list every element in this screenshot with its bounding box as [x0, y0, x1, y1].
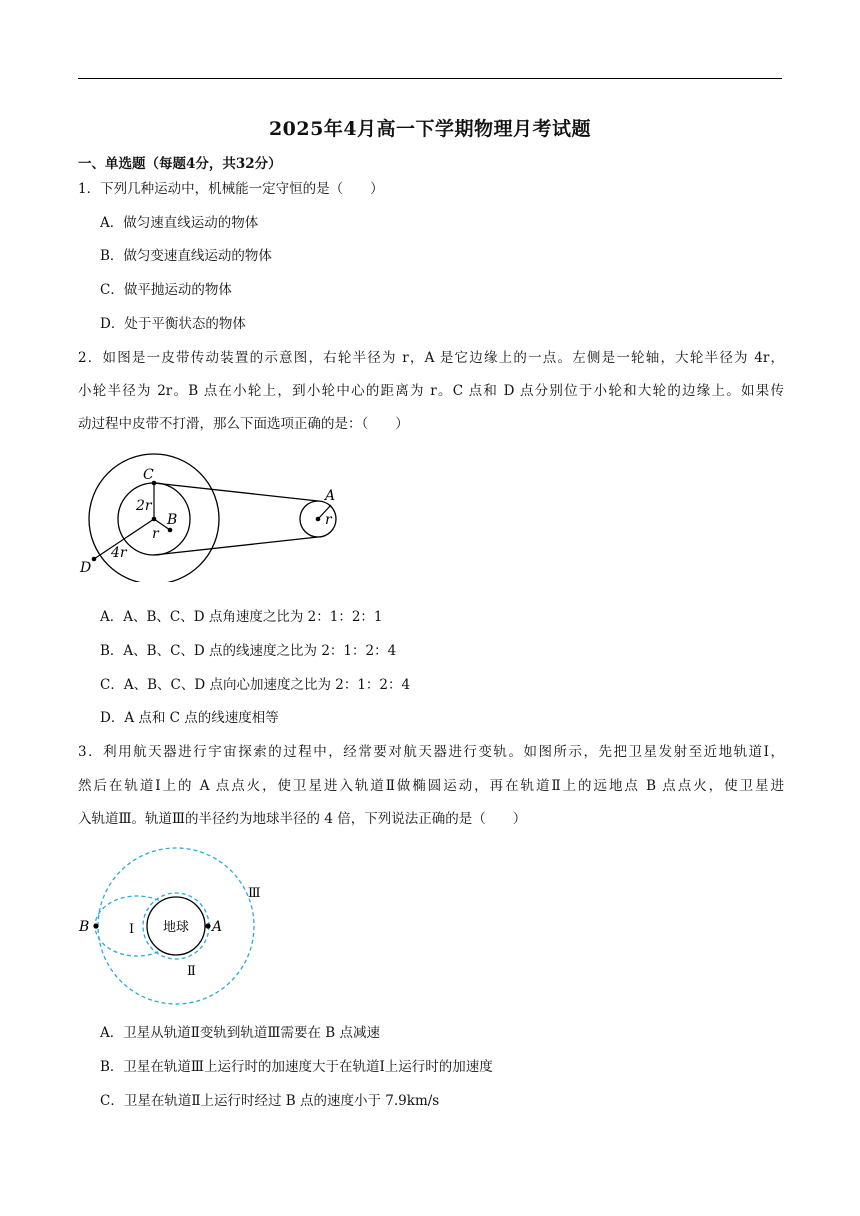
point-d [92, 557, 97, 562]
q2-option-b[interactable]: B．A、B、C、D 点的线速度之比为 2：1：2：4 [100, 643, 397, 659]
label-d: D [80, 560, 92, 576]
question-3-line-1: 3．利用航天器进行宇宙探索的过程中，经常要对航天器进行变轨。如图所示，先把卫星发射至近地轨道Ⅰ， [78, 744, 784, 760]
page-title: 2025年4月高一下学期物理月考试题 [268, 118, 592, 140]
point-b [93, 923, 98, 928]
belt-drive-diagram [76, 452, 346, 582]
q3-option-a[interactable]: A．卫星从轨道Ⅱ变轨到轨道Ⅲ需要在 B 点减速 [100, 1025, 380, 1041]
label-orbit-1: Ⅰ [129, 922, 135, 937]
point-b [168, 528, 173, 533]
label-a: A [212, 919, 223, 935]
question-2-line-3: 动过程中皮带不打滑，那么下面选项正确的是：（ ） [78, 416, 409, 432]
header-rule [78, 78, 782, 79]
question-3-line-2: 然后在轨道Ⅰ上的 A 点点火，使卫星进入轨道Ⅱ做椭圆运动，再在轨道Ⅱ上的远地点 B 点点火，使卫星进 [78, 778, 784, 794]
label-orbit-2: Ⅱ [187, 964, 196, 979]
point-a [205, 923, 210, 928]
wheel-center [152, 517, 157, 522]
orbit-diagram [74, 846, 274, 1006]
section-heading: 一、单选题（每题4分，共32分） [78, 156, 282, 172]
q1-option-a[interactable]: A．做匀速直线运动的物体 [100, 215, 259, 231]
earth-label: 地球 [162, 920, 190, 935]
label-orbit-3: Ⅲ [248, 886, 261, 901]
q1-option-c[interactable]: C．做平抛运动的物体 [100, 282, 232, 298]
q1-option-d[interactable]: D．处于平衡状态的物体 [100, 316, 246, 332]
label-c: C [143, 467, 154, 483]
question-2-line-2: 小轮半径为 2r。B 点在小轮上，到小轮中心的距离为 r。C 点和 D 点分别位于小轮和大轮的边缘上。如果传 [78, 383, 784, 399]
right-center [316, 517, 321, 522]
question-3-line-3: 入轨道Ⅲ。轨道Ⅲ的半径约为地球半径的 4 倍，下列说法正确的是（ ） [78, 811, 527, 827]
q3-option-b[interactable]: B．卫星在轨道Ⅲ上运行时的加速度大于在轨道Ⅰ上运行时的加速度 [100, 1059, 493, 1075]
label-r-right: r [325, 512, 332, 528]
q2-option-a[interactable]: A．A、B、C、D 点角速度之比为 2：1：2：1 [100, 609, 383, 625]
q3-option-c[interactable]: C．卫星在轨道Ⅱ上运行时经过 B 点的速度小于 7.9km/s [100, 1093, 440, 1109]
q2-option-d[interactable]: D．A 点和 C 点的线速度相等 [100, 710, 279, 726]
label-b: B [79, 919, 90, 935]
label-a: A [325, 488, 336, 504]
q1-option-b[interactable]: B．做匀变速直线运动的物体 [100, 248, 272, 264]
label-2r: 2r [136, 498, 152, 514]
label-b: B [167, 512, 178, 528]
label-4r: 4r [111, 545, 127, 561]
label-r-small: r [152, 526, 159, 542]
question-2-line-1: 2．如图是一皮带传动装置的示意图，右轮半径为 r，A 是它边缘上的一点。左侧是一轮轴，大轮半径为 4r， [78, 350, 784, 366]
q2-option-c[interactable]: C．A、B、C、D 点向心加速度之比为 2：1：2：4 [100, 677, 411, 693]
question-1-stem: 1．下列几种运动中，机械能一定守恒的是（ ） [78, 181, 384, 197]
